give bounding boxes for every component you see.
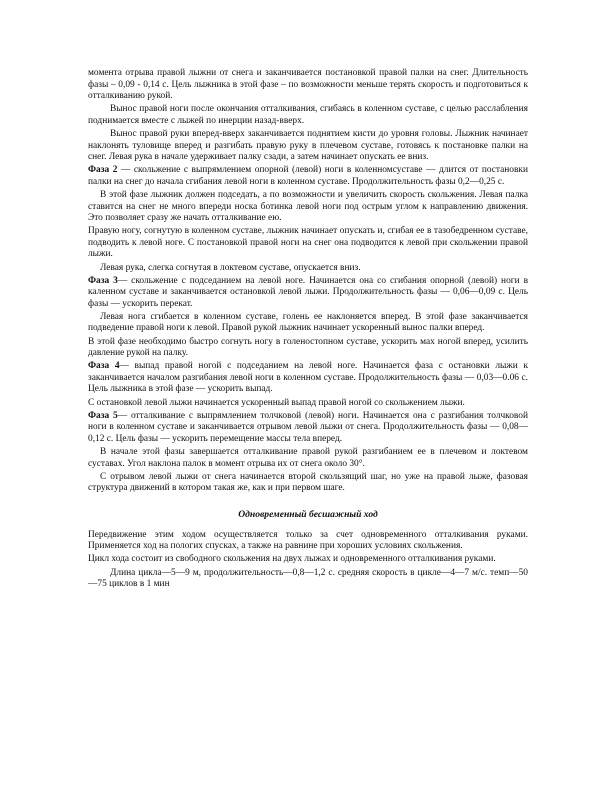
phase-4-text: — выпад правой ногой с подседанием на левой ноге. Начинается фаза с остановки лыжи к заканчивается началом разгибания левой ноги в коленном суставе. Продолжительность фазы — 0,03—0.06 с. Цель лыжника в этой фазе — ускорить выпад.: [88, 361, 528, 395]
phase-4-paragraph: [88, 361, 528, 396]
paragraph: С остановкой левой лыжи начинается ускоренный выпад правой ногой со скольжением лыжи.: [88, 397, 465, 408]
document-page: [88, 68, 528, 592]
phase-2-label: Фаза 2: [88, 165, 118, 176]
phase-3-paragraph: [88, 276, 528, 311]
paragraph: В этой фазе лыжник должен подседать, а по возможности и увеличить скорость скольжения. Левая палка ставится на снег не много впереди носка ботинка левой ноги под острым углом к направлению движения. Это позволяет сразу же начать отталкивание ею.: [88, 189, 528, 224]
paragraph: В начале этой фазы завершается отталкивание правой рукой разгибанием ее в плечевом и локтевом суставах. Угол наклона палок в момент отрыва их от снега около 30°.: [88, 446, 528, 469]
paragraph: Длина цикла—5—9 м, продолжительность—0,8—1,2 с. средняя скорость в цикле—4—7 м/с. темп—50—75 циклов в 1 мин: [88, 567, 528, 590]
phase-5-text: — отталкивание с выпрямлением толчковой (левой) ноги. Начинается она с разгибания толчковой ноги в коленном суставе и заканчивается отрывом левой лыжи от снега. Продолжительность фазы — 0,08—0,12 с. Цель фазы — ускорить перемещение массы тела вперед.: [88, 410, 528, 444]
paragraph: момента отрыва правой лыжни от снега и заканчивается постановкой правой палки на снег. Длительность фазы – 0,09 - 0,14 с. Цель лыжника в этой фазе – по возможности меньше терять скорость и подготовиться к отталкиванию рукой.: [88, 68, 528, 102]
phase-5-paragraph: [88, 411, 528, 446]
paragraph: Цикл хода состоит из свободного скольжения на двух лыжах и одновременного отталкивания руками.: [88, 554, 496, 565]
paragraph: Вынос правой руки вперед-вверх заканчивается поднятием кисти до уровня головы. Лыжник начинает наклонять туловище вперед и разгибать правую руку в плечевом суставе, готовясь к постановке палки на снег. Левая рука в начале удерживает палку сзади, а затем начинает опускать ее вниз.: [88, 128, 528, 163]
phase-2-text: — скольжение с выпрямлением опорной (левой) ноги в коленномсуставе — длится от постановки палки на снег до начала сгибания левой ноги в коленном суставе. Продолжительность фазы 0,2—0,25 с.: [88, 165, 528, 187]
paragraph: Правую ногу, согнутую в коленном суставе, лыжник начинает опускать и, сгибая ее в тазобедренном суставе, подводить к левой ноге. С постановкой правой ноги на снег она подводится к левой при скольжении правой лыжи.: [88, 226, 528, 260]
paragraph: Вынос правой ноги после окончания отталкивания, сгибаясь в коленном суставе, с целью расслабления поднимается вместе с лыжей по инерции назад-вверх.: [88, 104, 528, 126]
paragraph: С отрывом левой лыжи от снега начинается второй скользящий шаг, но уже на правой лыже, фазовая структура движений в котором такая же, как и при первом шаге.: [88, 471, 528, 494]
paragraph: Левая нога сгибается в коленном суставе, голень ее наклоняется вперед. В этой фазе заканчивается подведение правой ноги к левой. Правой рукой лыжник начинает ускоренный вынос палки вперед.: [88, 311, 528, 334]
paragraph: В этой фазе необходимо быстро согнуть ногу в голеностопном суставе, ускорить мах ногой вперед, усилить давление рукой на палку.: [88, 336, 528, 359]
phase-3-text: — скольжение с подседанием на левой ноге. Начинается она со сгибания опорной (левой) ноги в каленном суставе и заканчивается остановкой левой лыжи. Продолжительность фазы — 0,06—0,09 с. Цель фазы — ускорить перекат.: [88, 275, 528, 309]
paragraph: Передвижение этим ходом осуществляется только за счет одновременного отталкивания руками. Применяется ход на пологих спусках, а также на равнине при хороших условиях скольжения.: [88, 529, 528, 552]
phase-5-label: Фаза 5: [88, 410, 118, 421]
phase-2-paragraph: [88, 165, 528, 188]
phase-3-label: Фаза 3: [88, 275, 118, 286]
paragraph: Левая рука, слегка согнутая в локтевом суставе, опускается вниз.: [100, 262, 361, 273]
phase-4-label: Фаза 4: [88, 361, 120, 372]
section-heading: Одновременный бесшажный ход: [238, 508, 378, 520]
